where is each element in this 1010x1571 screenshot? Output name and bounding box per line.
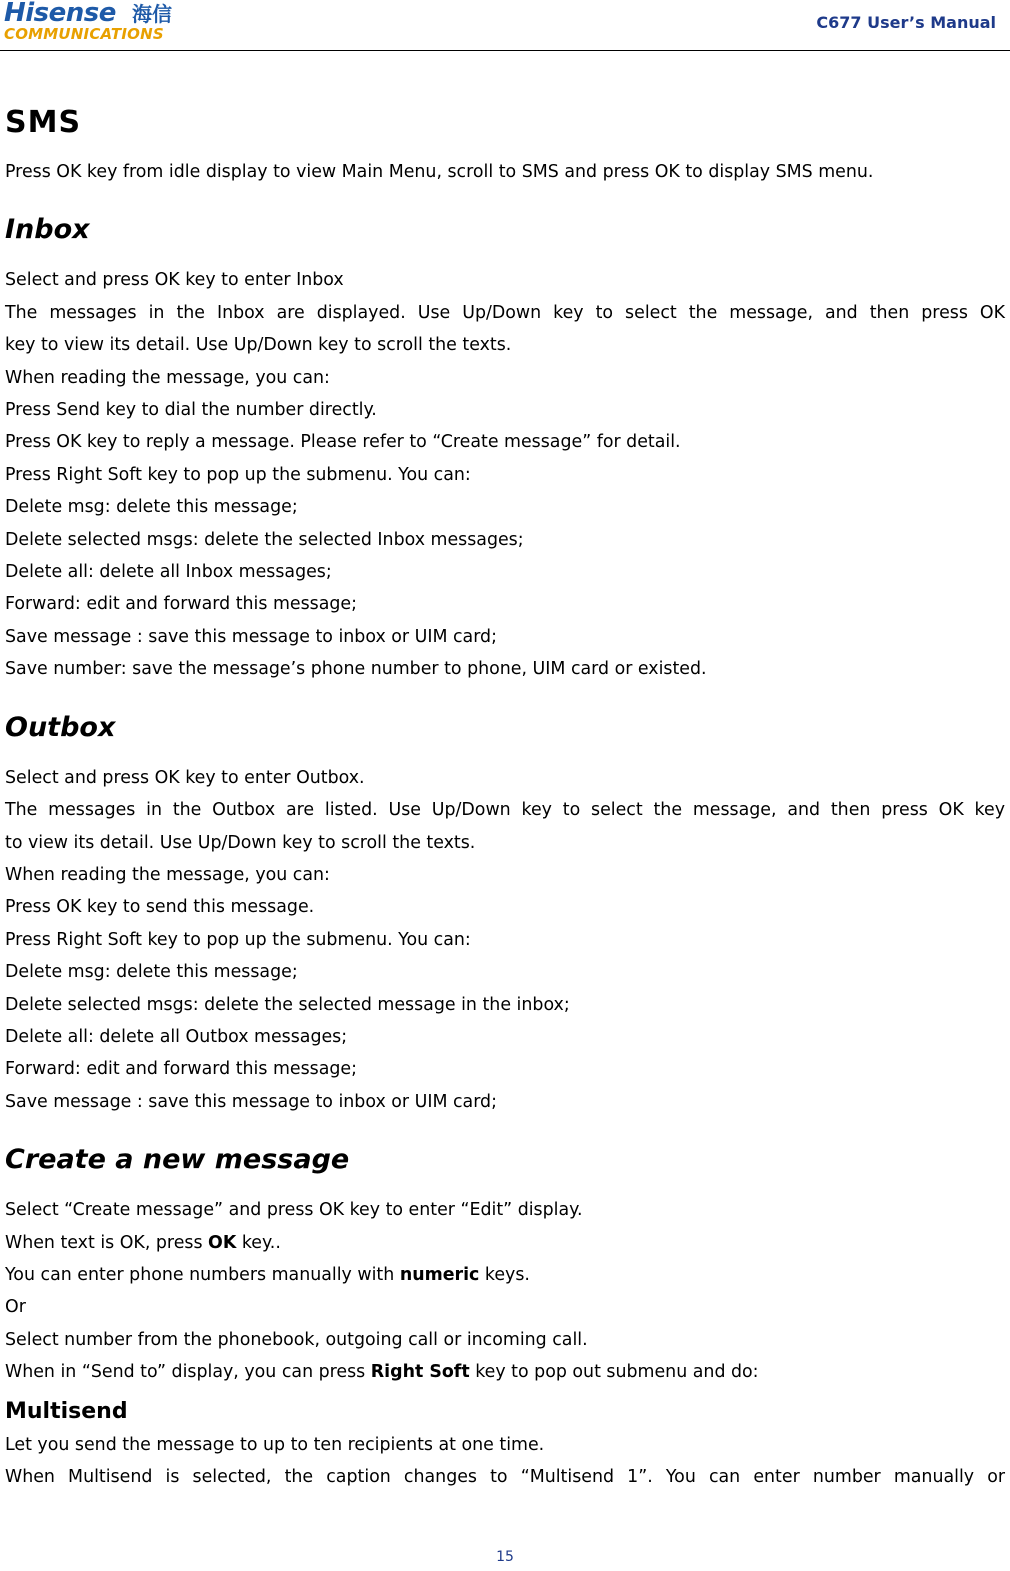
create-text: key to pop out submenu and do: bbox=[469, 1362, 759, 1383]
inbox-line: Delete all: delete all Inbox messages; bbox=[5, 562, 332, 583]
logo-subtitle: COMMUNICATIONS bbox=[4, 25, 164, 43]
outbox-line: Save message : save this message to inbox or UIM card; bbox=[5, 1091, 497, 1112]
page-content bbox=[5, 102, 1005, 1493]
outbox-line: Delete selected msgs: delete the selected message in the inbox; bbox=[5, 994, 570, 1015]
inbox-line: Save message : save this message to inbox or UIM card; bbox=[5, 626, 497, 647]
ok-key-label: OK bbox=[208, 1232, 237, 1253]
logo-chinese: 海信 bbox=[132, 2, 172, 26]
hisense-logo bbox=[4, 1, 194, 45]
create-line bbox=[5, 1259, 1005, 1291]
create-line: Select “Create message” and press OK key to enter “Edit” display. bbox=[5, 1200, 583, 1221]
multisend-line: Let you send the message to up to ten recipients at one time. bbox=[5, 1434, 545, 1455]
outbox-line: Delete all: delete all Outbox messages; bbox=[5, 1026, 348, 1047]
create-text: When text is OK, press bbox=[5, 1232, 209, 1253]
inbox-line: Press OK key to reply a message. Please refer to “Create message” for detail. bbox=[5, 432, 681, 453]
section-heading-create-message: Create a new message bbox=[5, 1144, 350, 1176]
create-line bbox=[5, 1356, 1005, 1388]
create-section bbox=[5, 1194, 1005, 1388]
outbox-line: Delete msg: delete this message; bbox=[5, 962, 298, 983]
create-text: You can enter phone numbers manually with bbox=[5, 1264, 400, 1285]
outbox-section bbox=[5, 762, 1005, 1118]
section-heading-inbox: Inbox bbox=[5, 214, 90, 246]
outbox-line: Press OK key to send this message. bbox=[5, 897, 315, 918]
outbox-line: When reading the message, you can: bbox=[5, 864, 330, 885]
inbox-line: The messages in the Inbox are displayed. Use Up/Down key to select the message, and then press OK bbox=[5, 302, 1005, 323]
inbox-line: Save number: save the message’s phone number to phone, UIM card or existed. bbox=[5, 659, 707, 680]
inbox-line: Press Right Soft key to pop up the submenu. You can: bbox=[5, 464, 471, 485]
outbox-line: to view its detail. Use Up/Down key to scroll the texts. bbox=[5, 832, 476, 853]
create-text: When in “Send to” display, you can press bbox=[5, 1362, 371, 1383]
page-header bbox=[0, 0, 1010, 51]
create-line bbox=[5, 1227, 1005, 1259]
section-heading-outbox: Outbox bbox=[5, 711, 116, 743]
create-text: key.. bbox=[236, 1232, 281, 1253]
multisend-line: When Multisend is selected, the caption changes to “Multisend 1”. You can enter number manually or bbox=[5, 1467, 1005, 1487]
inbox-line: Select and press OK key to enter Inbox bbox=[5, 270, 344, 291]
create-text: keys. bbox=[479, 1264, 530, 1285]
logo-brand: Hisense bbox=[4, 0, 116, 28]
inbox-section bbox=[5, 264, 1005, 685]
create-line: Or bbox=[5, 1297, 26, 1318]
page-number: 15 bbox=[496, 1549, 514, 1565]
inbox-line: Delete msg: delete this message; bbox=[5, 497, 298, 518]
inbox-line: When reading the message, you can: bbox=[5, 367, 330, 388]
right-soft-key-label: Right Soft bbox=[370, 1362, 470, 1383]
intro-text: Press OK key from idle display to view Main Menu, scroll to SMS and press OK to display SMS menu. bbox=[5, 162, 874, 182]
create-line: Select number from the phonebook, outgoing call or incoming call. bbox=[5, 1329, 588, 1350]
outbox-line: Forward: edit and forward this message; bbox=[5, 1059, 357, 1080]
inbox-line: Delete selected msgs: delete the selected Inbox messages; bbox=[5, 529, 524, 550]
manual-title: C677 User’s Manual bbox=[816, 13, 996, 32]
inbox-line: key to view its detail. Use Up/Down key to scroll the texts. bbox=[5, 335, 512, 356]
numeric-key-label: numeric bbox=[399, 1264, 480, 1285]
inbox-line: Press Send key to dial the number directly. bbox=[5, 400, 377, 421]
page-title: SMS bbox=[5, 105, 82, 140]
outbox-line: Press Right Soft key to pop up the submenu. You can: bbox=[5, 929, 471, 950]
subheading-multisend: Multisend bbox=[5, 1398, 128, 1424]
inbox-line: Forward: edit and forward this message; bbox=[5, 594, 357, 615]
outbox-line: Select and press OK key to enter Outbox. bbox=[5, 767, 365, 788]
outbox-line: The messages in the Outbox are listed. Use Up/Down key to select the message, and then press OK key bbox=[5, 800, 1005, 821]
